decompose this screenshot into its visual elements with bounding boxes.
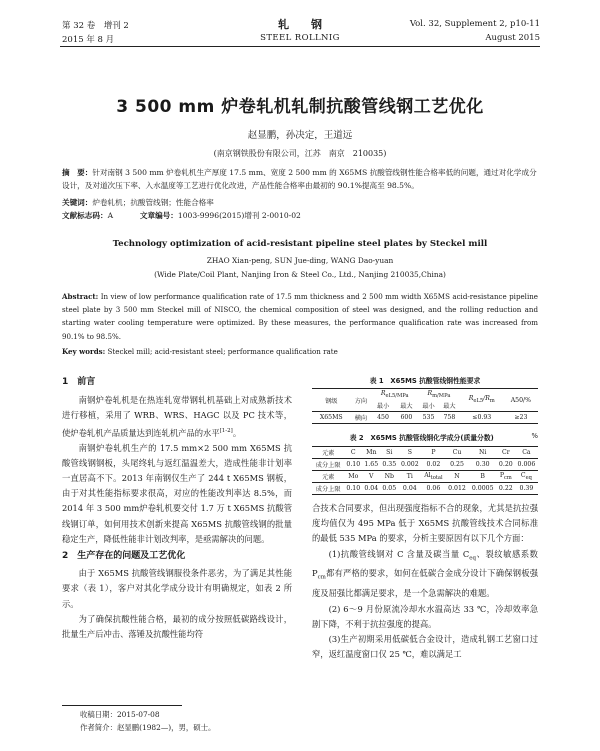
abstract-label: 摘 要： <box>62 168 93 177</box>
t1-head-rm: $R_{m/MPa}$ <box>427 389 451 400</box>
t1-head-grade: 钢级 <box>325 397 338 405</box>
right-para-3: (3)生产初期采用低碳低合金设计，造成轧钢工艺窗口过窄，返红温度窗口仅 25 ℃，难以满足工 <box>312 633 538 660</box>
abstract-text: 针对南钢 3 500 mm 炉卷轧机生产厚度 17.5 mm、宽度 2 500 mm 的 X65MS 抗酸管线钢性能合格率低的问题，通过对化学成分设计，及对道次压下率、入水温度等工艺进行优化改进，产品性能合格率由最初的 90.1%提高至 98.5%。 <box>62 168 537 190</box>
t2-cell: 0.0005 <box>471 485 494 492</box>
en-title: Technology optimization of acid-resistant pipeline steel plates by Steckel mill <box>112 239 488 249</box>
t2-cell: 0.02 <box>426 461 441 468</box>
journal-name-cn: 轧 钢 <box>278 18 322 31</box>
keywords-text: 炉卷轧机；抗酸管线钢；性能合格率 <box>92 198 214 207</box>
t2-cell: Mo <box>348 473 359 480</box>
keywords-cn <box>62 196 538 209</box>
t2-cell: 0.25 <box>450 461 464 468</box>
t2-cell: Cr <box>501 449 510 456</box>
t2-cell: Ni <box>478 449 487 456</box>
t1-cell: ≤0.93 <box>472 414 492 421</box>
right-para-2: (2) 6～9 月份原流冷却水水温高达 33 ℃，冷却效率急剧下降，不利于抗拉强度的提高。 <box>312 603 538 629</box>
t1-cell: 横向 <box>354 415 368 422</box>
t1-sub-min: 最小 <box>376 403 390 410</box>
t2-cell: 成分上限 <box>315 462 341 469</box>
t2-cell: 0.002 <box>400 461 419 468</box>
section-1-para-2: 南钢炉卷轧机生产的 17.5 mm×2 500 mm X65MS 抗酸管线钢钢板，头尾终轧与返红温温差大，造成性能非计划率一直居高不下。2013 年南钢仅生产了 244 t X65MS 钢板，由于对其性能指标要求很高，对应的性能改判率达 8.5%，而 2014 年 3 500 mm炉卷轧机要交付 1.7 万 t X65MS 抗酸管线钢订单，如何用技术创新来提高 X65MS 抗酸管线钢的批量稳定生产，降低性能非计划改判率，是亟需解决的问题。 <box>62 442 292 544</box>
article-label: 文章编号： <box>139 211 178 220</box>
footnote-rule <box>62 705 182 706</box>
author-bio: 作者简介：赵显鹏(1982—)，男，硕士。 <box>80 723 216 732</box>
t2-cell: Si <box>386 449 393 456</box>
t2-cell: N <box>454 473 460 480</box>
t1-cell: X65MS <box>319 414 343 421</box>
t2-cell: 1.65 <box>364 461 379 468</box>
right-para-1: (1)抗酸管线钢对 C 含量及碳当量 $C_{eq}$、裂纹敏感系数 $P_{cm}$都有严格的要求，如何在低碳合金成分设计下确保钢板强度及屈强比都满足要求，是一个急需解决的难题。 <box>312 548 538 599</box>
right-para-0: 合技术合同要求，但出现强度指标不合的现象，尤其是抗拉强度均值仅为 495 MPa 低于 X65MS 抗酸管线技术合同标准的最低 535 MPa 的要求，分析主要原因有以下几个方面： <box>312 503 538 544</box>
t2-cell: 0.39 <box>519 485 534 492</box>
t2-cell: $Al_{total}$ <box>424 471 443 482</box>
section-2-para-1: 由于 X65MS 抗酸管线钢服役条件恶劣，为了满足其性能要求（表 1），客户对其化学成分设计有明确规定，如表 2 所示。 <box>62 568 292 609</box>
en-abstract-text: In view of low performance qualification rate of 17.5 mm thickness and 2 500 mm width X65MS acid-resistance pipeline steel plate by 3 500 mm Steckel mill of NISCO, the chemical composition of steel was designed, and the rolling reduction and starting water cooling temperature were optimized. By these measures, the performance qualification rate was increased from 90.1% to 98.5%. <box>62 292 538 341</box>
journal-citation: Vol. 32, Supplement 2, p10-11 <box>409 19 540 29</box>
t2-cell: 0.22 <box>498 485 513 492</box>
t2-cell: C <box>350 449 356 456</box>
t1-sub-min: 最小 <box>422 403 435 410</box>
t2-cell: Nb <box>384 473 394 480</box>
t1-head-rel: $R_{eL5/MPa}$ <box>380 389 409 400</box>
header-rule <box>60 46 540 47</box>
t2-cell: 0.20 <box>498 461 513 468</box>
t2-cell: Mn <box>366 449 377 456</box>
section-1-title: 1 前言 <box>62 377 96 387</box>
t2-cell: S <box>407 449 412 456</box>
t2-cell: Ca <box>522 449 531 456</box>
section-2-title: 2 生产存在的问题及工艺优化 <box>62 551 186 561</box>
t1-sub-max: 最大 <box>443 403 456 410</box>
t2-cell: 0.04 <box>402 485 417 492</box>
t2-cell: 元素 <box>321 474 335 481</box>
t2-cell: V <box>369 473 374 480</box>
table-2 <box>312 446 538 495</box>
article-number: 1003-9996(2015)增刊 2-0010-02 <box>177 211 301 220</box>
journal-date: 2015 年 8 月 <box>62 35 115 45</box>
t2-cell: 0.04 <box>364 485 379 492</box>
citation-ref: [1-2] <box>219 427 233 434</box>
t2-cell: $C_{eq}$ <box>520 471 532 482</box>
t2-cell: 0.012 <box>448 485 466 492</box>
authors: 赵显鹏，孙决定，王道远 <box>247 130 353 141</box>
clc-value: A <box>107 211 114 220</box>
t2-cell: 0.30 <box>475 461 490 468</box>
table-1-caption: 表 1 X65MS 抗酸管线钢性能要求 <box>369 377 481 385</box>
right-column <box>312 501 538 662</box>
t2-cell: 0.006 <box>517 461 536 468</box>
affiliation: (南京钢铁股份有限公司，江苏 南京 210035) <box>213 149 387 158</box>
section-1-para-1: 南钢炉卷轧机是在热连轧宽带钢轧机基础上对成熟新技术进行移植，采用了 WRB、WRS、HAGC 以及 PC 技术等，使炉卷轧机产品质量达到连轧机产品的水平[1-2]。 <box>62 395 292 438</box>
clc-label: 文献标志码： <box>62 211 108 220</box>
t1-cell: ≥23 <box>514 414 528 421</box>
t2-cell: 0.05 <box>382 485 397 492</box>
journal-name-en: STEEL ROLLNIG <box>260 33 340 43</box>
t2-cell: 元素 <box>321 450 335 457</box>
t2-cell: 成分上限 <box>315 486 341 493</box>
t2-cell: 0.06 <box>426 485 441 492</box>
table-2-unit: % <box>531 432 538 440</box>
t1-head-elong: A50/% <box>510 396 532 404</box>
en-keywords-text: Steckel mill; acid-resistant steel; performance qualification rate <box>107 347 338 356</box>
en-affiliation: (Wide Plate/Coil Plant, Nanjing Iron & Steel Co., Ltd., Nanjing 210035,China) <box>154 270 446 279</box>
section-2-para-2: 为了确保抗酸性能合格，最初的成分按照低碳路线设计，批量生产后冲击、落锤及抗酸性能均符 <box>62 613 292 640</box>
t2-cell: 0.10 <box>346 485 361 492</box>
journal-volume: 第 32 卷 增刊 2 <box>62 21 129 31</box>
clc-line <box>62 209 538 222</box>
en-abstract <box>62 290 538 343</box>
t1-sub-max: 最大 <box>400 403 413 410</box>
abstract-cn <box>62 166 538 192</box>
en-keywords <box>62 345 538 358</box>
journal-month: August 2015 <box>485 33 540 43</box>
received-date: 收稿日期：2015-07-08 <box>80 710 160 719</box>
en-keywords-label: Key words: <box>62 347 106 356</box>
paper-title: 3 500 mm 炉卷轧机轧制抗酸管线钢工艺优化 <box>116 97 484 117</box>
t2-cell: 0.10 <box>346 461 361 468</box>
t1-cell: 600 <box>400 414 413 421</box>
t1-cell: 450 <box>377 414 389 421</box>
left-column <box>62 375 292 642</box>
t2-cell: B <box>480 473 485 480</box>
t1-cell: 535 <box>422 414 435 421</box>
t1-cell: 758 <box>443 414 456 421</box>
t2-cell: Ti <box>406 473 413 480</box>
t1-head-ratio: $R_{eL5}/R_m$ <box>468 395 495 405</box>
t2-cell: 0.35 <box>382 461 397 468</box>
keywords-label: 关键词： <box>62 198 93 207</box>
t2-cell: $P_{cm}$ <box>499 471 512 482</box>
t2-cell: P <box>431 449 436 456</box>
t1-head-direction: 方向 <box>354 397 368 405</box>
en-abstract-label: Abstract: <box>62 292 99 301</box>
t2-cell: Cu <box>452 449 462 456</box>
en-authors: ZHAO Xian-peng, SUN Jue-ding, WANG Dao-yuan <box>206 256 394 265</box>
table-1 <box>312 388 538 424</box>
table-2-caption: 表 2 X65MS 抗酸管线钢化学成分(质量分数) % <box>349 432 538 442</box>
